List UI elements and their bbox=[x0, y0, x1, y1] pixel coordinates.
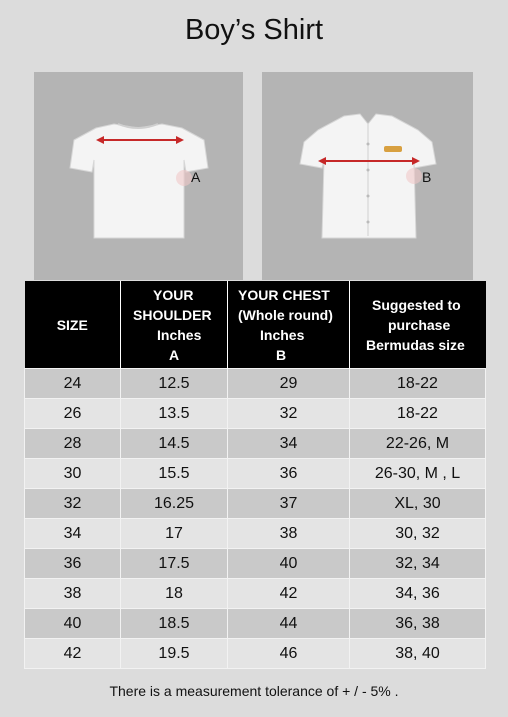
column-header bbox=[25, 281, 121, 369]
table-cell: XL, 30 bbox=[350, 489, 486, 519]
column-header bbox=[228, 281, 350, 369]
column-header-line: (Whole round) bbox=[238, 306, 333, 323]
shirt-back-image bbox=[34, 72, 243, 280]
table-cell: 38 bbox=[228, 519, 350, 549]
table-row bbox=[25, 399, 486, 429]
table-row bbox=[25, 639, 486, 669]
table-cell: 15.5 bbox=[121, 459, 228, 489]
column-header-line: YOUR bbox=[153, 286, 194, 303]
table-cell: 34 bbox=[25, 519, 121, 549]
table-cell: 34, 36 bbox=[350, 579, 486, 609]
table-row bbox=[25, 459, 486, 489]
table-cell: 30, 32 bbox=[350, 519, 486, 549]
table-cell: 38 bbox=[25, 579, 121, 609]
marker-a: A bbox=[191, 169, 201, 185]
shirt-back-illustration bbox=[34, 72, 243, 280]
column-header-line: A bbox=[169, 346, 180, 363]
table-row bbox=[25, 369, 486, 399]
table-cell: 36, 38 bbox=[350, 609, 486, 639]
column-header-line: SIZE bbox=[56, 316, 88, 333]
table-cell: 42 bbox=[25, 639, 121, 669]
column-header-line: YOUR CHEST bbox=[238, 286, 330, 303]
table-cell: 40 bbox=[228, 549, 350, 579]
table-row bbox=[25, 609, 486, 639]
logo-emblem bbox=[384, 146, 402, 152]
table-cell: 16.25 bbox=[121, 489, 228, 519]
tolerance-note: There is a measurement tolerance of + / - 5% . bbox=[109, 683, 399, 699]
shirt-front-image bbox=[262, 72, 473, 280]
table-cell: 14.5 bbox=[121, 429, 228, 459]
column-header-line: Bermudas size bbox=[366, 336, 465, 353]
column-header-line: Inches bbox=[260, 326, 305, 343]
column-header bbox=[121, 281, 228, 369]
table-row bbox=[25, 519, 486, 549]
table-cell: 24 bbox=[25, 369, 121, 399]
table-cell: 12.5 bbox=[121, 369, 228, 399]
table-cell: 34 bbox=[228, 429, 350, 459]
table-cell: 32, 34 bbox=[350, 549, 486, 579]
table-cell: 28 bbox=[25, 429, 121, 459]
table-cell: 36 bbox=[25, 549, 121, 579]
column-header-line: purchase bbox=[388, 316, 451, 333]
table-row bbox=[25, 549, 486, 579]
table-cell: 18 bbox=[121, 579, 228, 609]
table-cell: 19.5 bbox=[121, 639, 228, 669]
table-cell: 38, 40 bbox=[350, 639, 486, 669]
table-cell: 42 bbox=[228, 579, 350, 609]
page-title: Boy’s Shirt bbox=[184, 14, 324, 46]
table-cell: 26-30, M , L bbox=[350, 459, 486, 489]
table-header-row bbox=[25, 281, 486, 369]
table-cell: 22-26, M bbox=[350, 429, 486, 459]
table-cell: 40 bbox=[25, 609, 121, 639]
column-header-line: B bbox=[276, 346, 287, 363]
table-cell: 29 bbox=[228, 369, 350, 399]
size-chart bbox=[24, 281, 485, 669]
table-cell: 17 bbox=[121, 519, 228, 549]
table-body bbox=[25, 369, 486, 669]
table-cell: 37 bbox=[228, 489, 350, 519]
column-header-line: Inches bbox=[157, 326, 202, 343]
table-cell: 46 bbox=[228, 639, 350, 669]
table-cell: 18-22 bbox=[350, 399, 486, 429]
column-header-line: Suggested to bbox=[372, 296, 461, 313]
table-cell: 32 bbox=[228, 399, 350, 429]
table-row bbox=[25, 579, 486, 609]
marker-b: B bbox=[422, 169, 432, 185]
column-header bbox=[350, 281, 486, 369]
table-cell: 44 bbox=[228, 609, 350, 639]
table-cell: 18-22 bbox=[350, 369, 486, 399]
shirt-front-illustration bbox=[262, 72, 473, 280]
size-table bbox=[24, 281, 486, 669]
table-row bbox=[25, 429, 486, 459]
table-cell: 26 bbox=[25, 399, 121, 429]
table-cell: 18.5 bbox=[121, 609, 228, 639]
table-cell: 17.5 bbox=[121, 549, 228, 579]
table-cell: 36 bbox=[228, 459, 350, 489]
table-row bbox=[25, 489, 486, 519]
column-header-line: SHOULDER bbox=[133, 306, 212, 323]
table-cell: 30 bbox=[25, 459, 121, 489]
table-cell: 32 bbox=[25, 489, 121, 519]
table-cell: 13.5 bbox=[121, 399, 228, 429]
